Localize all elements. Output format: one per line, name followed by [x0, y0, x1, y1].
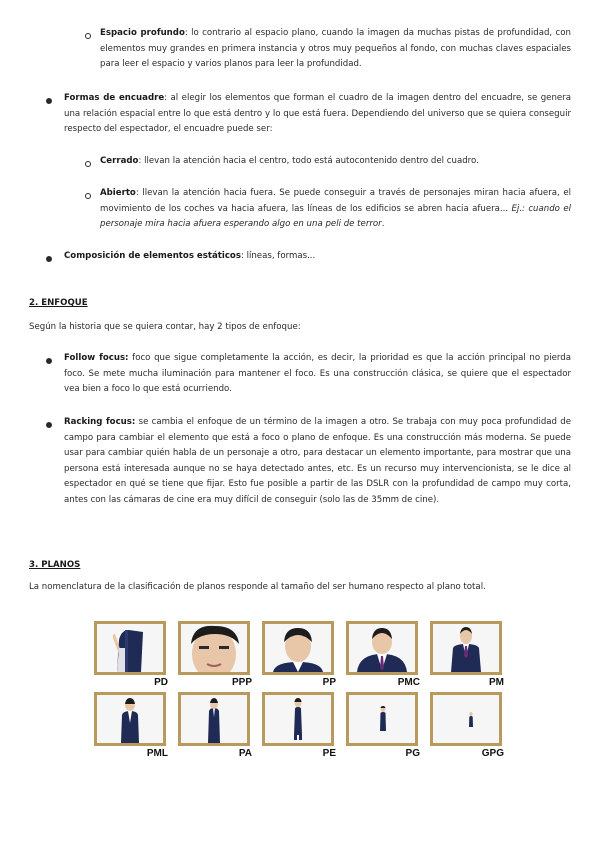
shot-thumbnail-pd: [94, 621, 166, 675]
shot-label-gpg: GPG: [481, 748, 504, 759]
shot-label-pml: PML: [146, 748, 168, 759]
shot-thumbnail-pg: [346, 692, 418, 746]
disc-bullet-icon: [46, 422, 52, 428]
medium-long-shot-icon: [97, 695, 163, 743]
item-text: foco que sigue completamente la acción, es decir, la prioridad es que la acción principal no pierda foco. Se mete mucha iluminación para mantener el foco. Es una construcción clásica, se quiere que el espectador vea bien a foco lo que está ocurriendo.: [64, 353, 572, 394]
shot-thumbnail-ppp: [178, 621, 250, 675]
item-text: : al elegir los elementos que forman el cuadro de la imagen dentro del encuadre, se genera una relación espacial entre lo que está dentro y lo que está fuera. Dependiendo del universo que se quiera conseguir respecto del espectador, el encuadre puede ser:: [64, 93, 571, 134]
term-label: Cerrado: [100, 156, 139, 166]
shot-thumbnail-pml: [94, 692, 166, 746]
shot-label-pa: PA: [238, 748, 252, 759]
medium-closeup-icon: [349, 624, 415, 672]
list-item-abierto: [100, 186, 571, 233]
term-label: Follow focus:: [64, 353, 129, 363]
term-label: Formas de encuadre: [64, 93, 165, 103]
disc-bullet-icon: [46, 256, 52, 262]
disc-bullet-icon: [46, 358, 52, 364]
list-item-cerrado: [100, 154, 571, 170]
shot-label-pd: PD: [154, 677, 168, 688]
shot-thumbnail-pmc: [346, 621, 418, 675]
face-closeup-icon: [181, 624, 247, 672]
item-text: : líneas, formas...: [240, 251, 316, 261]
shot-label-pe: PE: [322, 748, 336, 759]
head-shoulders-icon: [265, 624, 331, 672]
shot-label-pg: PG: [405, 748, 420, 759]
list-item-follow-focus: [64, 351, 571, 398]
shot-label-ppp: PPP: [231, 677, 252, 688]
shot-thumbnail-pp: [262, 621, 334, 675]
list-item-espacio-profundo: [100, 26, 571, 73]
item-text: : lo contrario al espacio plano, cuando la imagen da muchas pistas de profundidad, con elementos muy grandes en primera instancia y otros muy pequeños al fondo, con muchas claves espaciales para leer el espacio y varios planos para leer la profundidad.: [100, 28, 571, 69]
full-shot-icon: [265, 695, 331, 743]
item-text: : llevan la atención hacia el centro, todo está autocontenido dentro del cuadro.: [138, 156, 479, 166]
list-item-composicion: [64, 249, 571, 265]
list-item-racking-focus: [64, 415, 571, 508]
term-label: Espacio profundo: [100, 28, 185, 38]
shot-label-pm: PM: [489, 677, 504, 688]
item-text-tail: .: [381, 219, 385, 229]
section-heading-enfoque: 2. ENFOQUE: [29, 298, 88, 308]
section-heading-planos: 3. PLANOS: [29, 560, 81, 570]
item-text: : llevan la atención hacia fuera. Se puede conseguir a través de personajes miran hacia afuera, el movimiento de los coches va hacia afuera, las líneas de los edificios se abren hacia afuera...: [100, 188, 571, 214]
planos-intro: La nomenclatura de la clasificación de planos responde al tamaño del ser humano respecto al plano total.: [29, 582, 486, 592]
circle-bullet-icon: [85, 33, 91, 39]
shot-thumbnail-pm: [430, 621, 502, 675]
shot-thumbnail-gpg: [430, 692, 502, 746]
american-shot-icon: [181, 695, 247, 743]
medium-shot-icon: [433, 624, 499, 672]
term-label: Racking focus:: [64, 417, 136, 427]
shot-thumbnail-pa: [178, 692, 250, 746]
hand-detail-icon: [97, 624, 163, 672]
enfoque-intro: Según la historia que se quiera contar, hay 2 tipos de enfoque:: [29, 322, 301, 332]
circle-bullet-icon: [85, 193, 91, 199]
item-text: se cambia el enfoque de un término de la imagen a otro. Se trabaja con muy poca profundidad de campo para cambiar el elemento que está a foco o plano de enfoque. Es una construcción más moderna. Se puede usar para cambiar quién habla de un personaje a otro, para destacar un elemento importante, para mostrar que una persona está interesada aunque no se haya detectado antes, etc. Es un recurso muy intervencionista, se le dice al espectador en qué se tiene que fijar. Esto fue posible a partir de las DSLR con la profundidad de campo muy corta, antes con las cámaras de cine era muy difícil de conseguir (solo las de 35mm de cine).: [64, 417, 571, 505]
shot-label-pp: PP: [322, 677, 336, 688]
extreme-wide-shot-icon: [433, 695, 499, 743]
disc-bullet-icon: [46, 98, 52, 104]
term-label: Abierto: [100, 188, 136, 198]
circle-bullet-icon: [85, 161, 91, 167]
wide-shot-icon: [349, 695, 415, 743]
example-text: Ej.: cuando el personaje mira hacia afuera esperando algo en una peli de terror: [100, 203, 571, 229]
list-item-formas-encuadre: [64, 91, 571, 138]
shot-label-pmc: PMC: [397, 677, 420, 688]
shot-thumbnail-pe: [262, 692, 334, 746]
term-label: Composición de elementos estáticos: [64, 251, 241, 261]
